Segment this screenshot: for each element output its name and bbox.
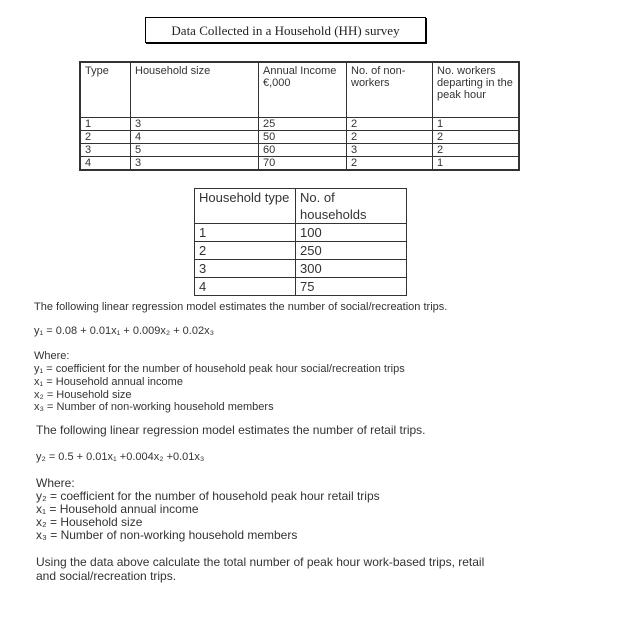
cell: 2 [433, 131, 520, 144]
cell: 2 [80, 131, 131, 144]
where-label: Where: [36, 476, 75, 490]
cell: 50 [259, 131, 347, 144]
household-survey-table [79, 61, 520, 171]
cell: 2 [347, 131, 433, 144]
cell: 75 [296, 278, 407, 296]
question-text: Using the data above calculate the total number of peak hour work-based trips, retail [36, 555, 485, 569]
header-cell: Household size [131, 62, 259, 118]
household-count-table [194, 188, 407, 296]
table-row [195, 224, 407, 242]
table-row [80, 157, 519, 171]
cell: 1 [433, 118, 520, 131]
question-text-cont: and social/recreation trips. [36, 569, 177, 583]
definition-x3: x₃ = Number of non-working household members [36, 528, 298, 542]
table-row [195, 278, 407, 296]
header-cell: No. of households [296, 189, 407, 224]
table-row [195, 242, 407, 260]
cell: 300 [296, 260, 407, 278]
table-row [80, 118, 519, 131]
definition-x2: x₂ = Household size [34, 389, 132, 401]
definition-x1: x₁ = Household annual income [36, 502, 199, 516]
table-header-row [195, 189, 407, 224]
header-cell: Type [80, 62, 131, 118]
cell: 2 [347, 118, 433, 131]
cell: 3 [131, 118, 259, 131]
cell: 1 [195, 224, 296, 242]
cell: 100 [296, 224, 407, 242]
cell: 2 [347, 157, 433, 171]
cell: 60 [259, 144, 347, 157]
cell: 1 [80, 118, 131, 131]
definition-x2: x₂ = Household size [36, 515, 143, 529]
definition-x3: x₃ = Number of non-working household members [34, 401, 274, 413]
header-cell: No. of non-workers [347, 62, 433, 118]
cell: 3 [347, 144, 433, 157]
intro-retail: The following linear regression model estimates the number of retail trips. [36, 423, 426, 437]
cell: 3 [80, 144, 131, 157]
cell: 4 [131, 131, 259, 144]
definition-x1: x₁ = Household annual income [34, 376, 183, 388]
cell: 70 [259, 157, 347, 171]
cell: 4 [195, 278, 296, 296]
cell: 3 [195, 260, 296, 278]
cell: 3 [131, 157, 259, 171]
page-title: Data Collected in a Household (HH) survey [145, 17, 426, 43]
table-row [195, 260, 407, 278]
cell: 5 [131, 144, 259, 157]
cell: 2 [433, 144, 520, 157]
equation-retail: y₂ = 0.5 + 0.01x₁ +0.004x₂ +0.01x₃ [36, 451, 205, 463]
header-cell: Annual Income €,000 [259, 62, 347, 118]
table-row [80, 131, 519, 144]
where-label: Where: [34, 350, 70, 362]
header-cell: Household type [195, 189, 296, 224]
header-cell: No. workers departing in the peak hour [433, 62, 520, 118]
cell: 1 [433, 157, 520, 171]
definition-y1: y₁ = coefficient for the number of household peak hour social/recreation trips [34, 363, 405, 375]
intro-social: The following linear regression model estimates the number of social/recreation trips. [34, 301, 448, 313]
table-header-row [80, 62, 519, 118]
table-row [80, 144, 519, 157]
equation-social: y₁ = 0.08 + 0.01x₁ + 0.009x₂ + 0.02x₃ [34, 325, 215, 337]
cell: 25 [259, 118, 347, 131]
cell: 2 [195, 242, 296, 260]
cell: 4 [80, 157, 131, 171]
cell: 250 [296, 242, 407, 260]
definition-y2: y₂ = coefficient for the number of household peak hour retail trips [36, 489, 380, 503]
